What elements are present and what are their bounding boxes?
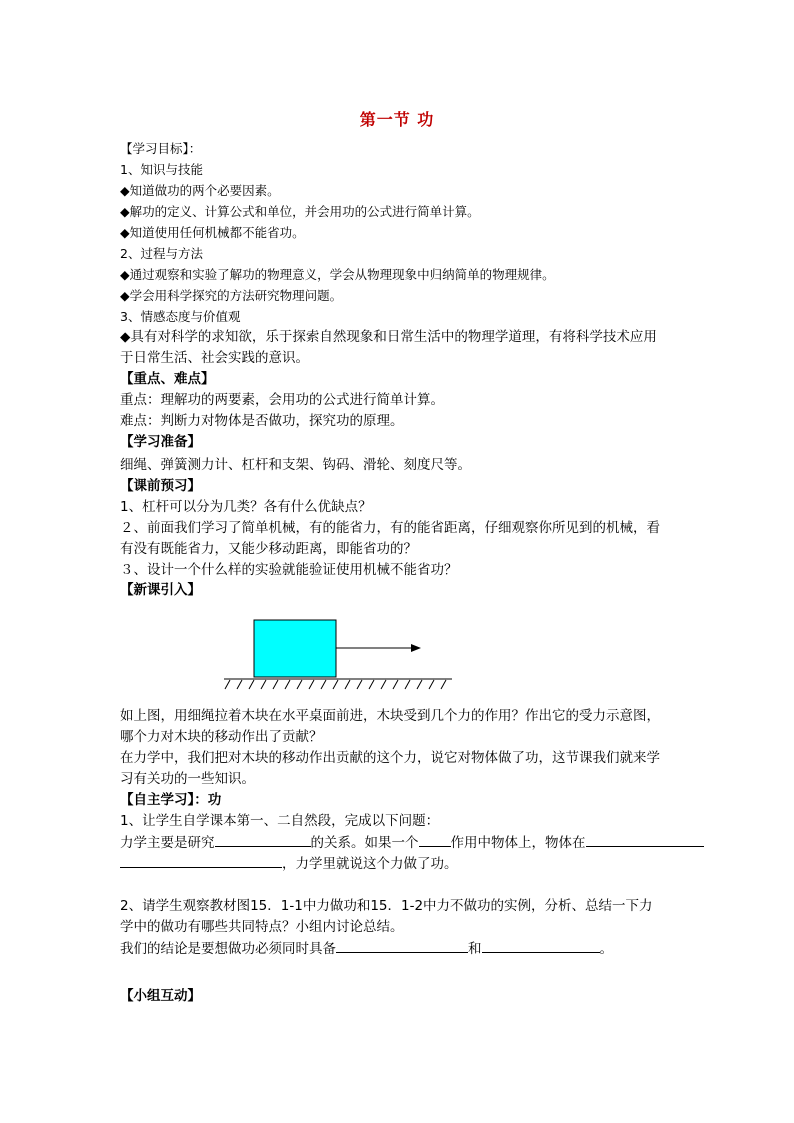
fill-text: 我们的结论是要想做功必须同时具备: [120, 941, 336, 957]
answer-blank[interactable]: [482, 939, 600, 953]
hatch-mark: [261, 680, 266, 689]
answer-blank[interactable]: [586, 833, 704, 847]
objective-section-3: 3、情感态度与价值观: [120, 309, 241, 324]
hatch-mark: [321, 680, 326, 689]
answer-blank[interactable]: [336, 939, 468, 953]
table-hatching: [225, 680, 446, 689]
fill-in-line-1: [120, 833, 704, 852]
preview-heading: 【课前预习】: [120, 478, 201, 494]
hatch-mark: [405, 680, 410, 689]
fill-text: 的关系。如果一个: [310, 835, 419, 851]
objective-bullet: ◆学会用科学探究的方法研究物理问题。: [120, 288, 343, 303]
hatch-mark: [345, 680, 350, 689]
self-study-question-1: 1、让学生自学课本第一、二自然段，完成以下问题：: [120, 813, 440, 829]
group-heading: 【小组互动】: [120, 988, 201, 1004]
hatch-mark: [441, 680, 446, 689]
wooden-block: [254, 620, 336, 677]
hatch-mark: [393, 680, 398, 689]
answer-blank[interactable]: [215, 833, 311, 847]
hatch-mark: [333, 680, 338, 689]
self-study-question-2: 2、请学生观察教材图15．1-1中力做功和15．1-2中力不做功的实例，分析、总结一下力: [120, 898, 653, 914]
objective-bullet: ◆知道做功的两个必要因素。: [120, 183, 280, 198]
fill-text: ，力学里就说这个力做了功。: [282, 856, 458, 872]
hatch-mark: [297, 680, 302, 689]
preview-question-1: 1、杠杆可以分为几类？各有什么优缺点？: [120, 499, 372, 515]
pull-arrow-head-icon: [411, 644, 421, 652]
fill-in-line-2: [120, 854, 458, 873]
hatch-mark: [237, 680, 242, 689]
preview-question-3: ３、设计一个什么样的实验就能验证使用机械不能省功？: [120, 562, 458, 578]
page-title: 第一节 功: [359, 110, 435, 129]
preparation-heading: 【学习准备】: [120, 434, 201, 450]
objectives-heading: 【学习目标】：: [120, 141, 202, 156]
objective-section-2: 2、过程与方法: [120, 246, 203, 261]
fill-text: 和: [468, 941, 482, 957]
hatch-mark: [285, 680, 290, 689]
fill-text: 力学主要是研究: [120, 835, 215, 851]
self-study-heading: [120, 791, 221, 809]
hatch-mark: [417, 680, 422, 689]
hatch-mark: [225, 680, 230, 689]
fill-text: 。: [599, 941, 613, 957]
fill-in-line-3: [120, 939, 613, 958]
preparation-items: 细绳、弹簧测力计、杠杆和支架、钩码、滑轮、刻度尺等。: [120, 457, 471, 473]
intro-heading: 【新课引入】: [120, 582, 201, 598]
hatch-mark: [357, 680, 362, 689]
objective-bullet: ◆具有对科学的求知欲，乐于探索自然现象和日常生活中的物理学道理，有将科学技术应用: [120, 329, 657, 345]
objective-bullet-continued: 于日常生活、社会实践的意识。: [120, 350, 309, 366]
objective-bullet: ◆解功的定义、计算公式和单位，并会用功的公式进行简单计算。: [120, 204, 480, 219]
keypoints-heading: 【重点、难点】: [120, 371, 215, 387]
intro-paragraph-2-continued: 习有关功的一些知识。: [120, 771, 255, 787]
hatch-mark: [381, 680, 386, 689]
fill-text: 作用中物体上，物体在: [450, 835, 586, 851]
hatch-mark: [369, 680, 374, 689]
key-point: 重点：理解功的两要素，会用功的公式进行简单计算。: [120, 392, 444, 408]
objective-bullet: ◆通过观察和实验了解功的物理意义，学会从物理现象中归纳简单的物理规律。: [120, 267, 555, 282]
objective-section-1: 1、知识与技能: [120, 162, 203, 177]
objective-bullet: ◆知道使用任何机械都不能省功。: [120, 225, 305, 240]
difficult-point: 难点：判断力对物体是否做功，探究功的原理。: [120, 413, 404, 429]
preview-question-2-continued: 有没有既能省力，又能少移动距离，即能省功的？: [120, 541, 417, 557]
hatch-mark: [273, 680, 278, 689]
hatch-mark: [309, 680, 314, 689]
preview-question-2: ２、前面我们学习了简单机械，有的能省力，有的能省距离，仔细观察你所见到的机械，看: [120, 520, 660, 536]
self-study-heading-label: 【自主学习】：: [120, 792, 208, 808]
intro-paragraph-2: 在力学中，我们把对木块的移动作出贡献的这个力，说它对物体做了功，这节课我们就来学: [120, 750, 660, 766]
intro-paragraph-1-continued: 哪个力对木块的移动作出了贡献？: [120, 729, 323, 745]
self-study-question-2-continued: 学中的做功有哪些共同特点？小组内讨论总结。: [120, 919, 404, 935]
hatch-mark: [249, 680, 254, 689]
intro-paragraph-1: 如上图，用细绳拉着木块在水平桌面前进，木块受到几个力的作用？作出它的受力示意图，: [120, 708, 660, 724]
answer-blank[interactable]: [419, 833, 451, 847]
hatch-mark: [429, 680, 434, 689]
self-study-topic: 功: [207, 792, 222, 808]
answer-blank[interactable]: [120, 854, 282, 868]
